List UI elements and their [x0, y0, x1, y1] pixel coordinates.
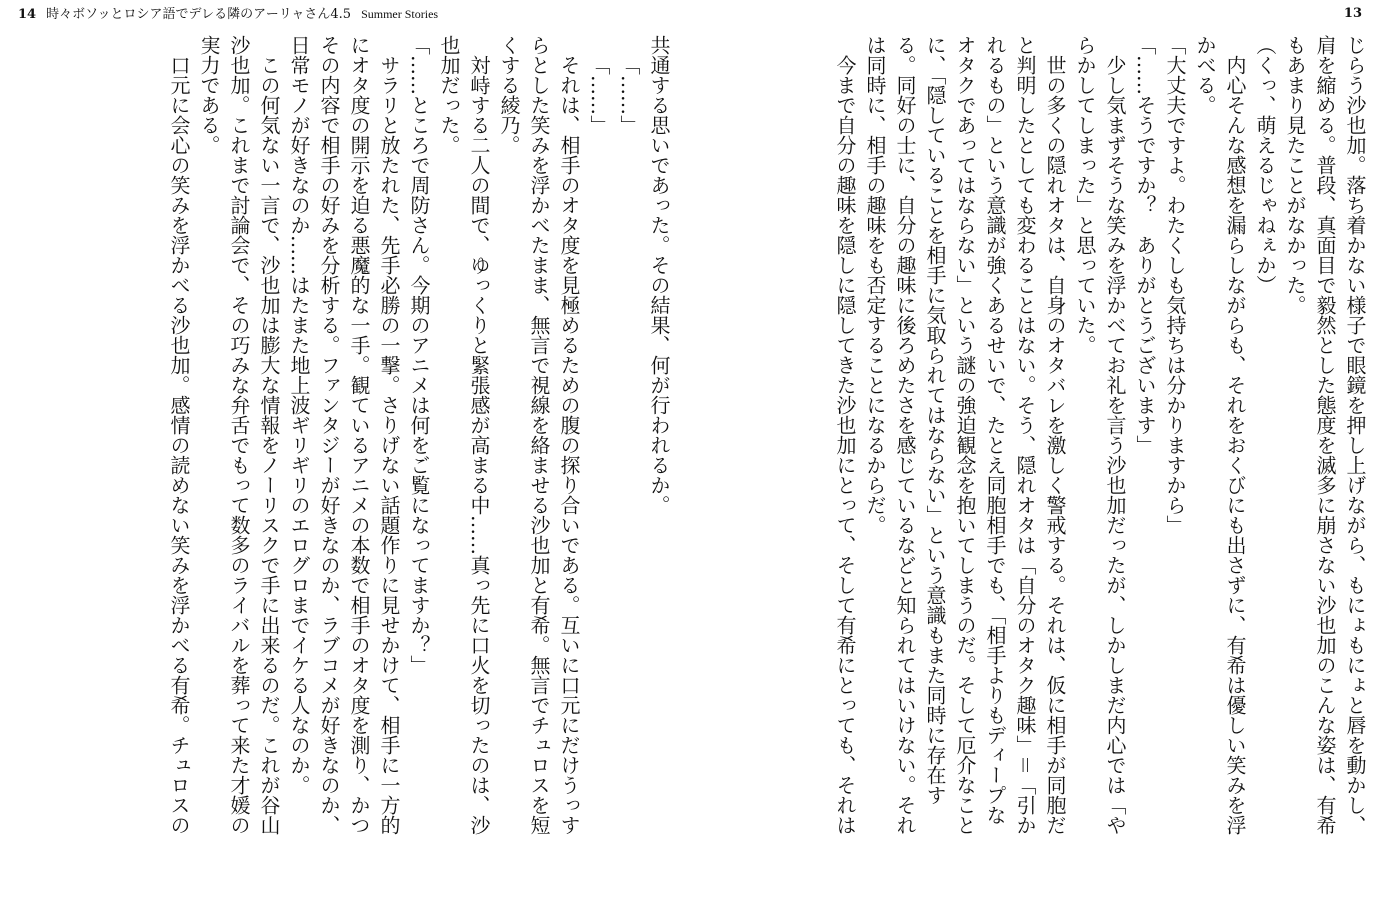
text-line: 「……」	[587, 55, 611, 135]
text-line: それは、相手のオタ度を見極めるための腹の探り合いである。互いに口元にだけうっす	[557, 55, 581, 835]
text-line: 「大丈夫ですよ。わたくしも気持ちは分かりますから」	[1163, 35, 1187, 535]
text-line: 少し気まずそうな笑みを浮かべてお礼を言う沙也加だったが、しかしまだ内心では「や	[1103, 55, 1127, 835]
text-line: と判明したとしても変わることはない。そう、隠れオタは「自分のオタク趣味」＝「引か	[1013, 35, 1037, 835]
text-line: 世の多くの隠れオタは、自身のオタバレを激しく警戒する。それは、仮に相手が同胞だ	[1043, 55, 1067, 835]
text-line: る。同好の士に、自分の趣味に後ろめたさを感じているなどと知られてはいけない。それ	[893, 35, 917, 835]
text-line: 「……そうですか？ ありがとうございます」	[1133, 35, 1157, 455]
text-line: にオタ度の開示を迫る悪魔的な一手。観ているアニメの本数で相手のオタ度を測り、かつ	[347, 35, 371, 835]
page-header-left	[18, 6, 438, 23]
text-line: 也加だった。	[437, 35, 461, 155]
text-line: この何気ない一言で、沙也加は膨大な情報をノーリスクで手に出来るのだ。これが谷山	[257, 55, 281, 835]
text-line: くする綾乃。	[497, 35, 521, 155]
left-page-number: 14	[18, 7, 37, 22]
text-line: 今まで自分の趣味を隠しに隠してきた沙也加にとって、そして有希にとっても、それは	[833, 55, 857, 835]
text-line: かべる。	[1193, 35, 1217, 115]
text-line: その内容で相手の好みを分析する。ファンタジーが好きなのか、ラブコメが好きなのか、	[317, 35, 341, 835]
right-page-body	[708, 35, 1370, 901]
left-page-body	[74, 35, 674, 901]
text-line: オタクであってはならない」という謎の強迫観念を抱いてしまうのだ。そして厄介なこと	[953, 35, 977, 835]
text-line: もあまり見たことがなかった。	[1283, 35, 1307, 315]
text-line: 沙也加。これまで討論会で、その巧みな弁舌でもって数多のライバルを葬って来た才媛の	[227, 35, 251, 835]
text-line: 「……ところで周防さん。今期のアニメは何をご覧になってますか？」	[407, 35, 431, 675]
text-line: れるもの」という意識が強くあるせいで、たとえ同胞相手でも、「相手よりもディープな	[983, 35, 1007, 825]
text-line: サラリと放たれた、先手必勝の一撃。さりげない話題作りに見せかけて、相手に一方的	[377, 55, 401, 835]
text-line: 肩を縮める。普段、真面目で毅然とした態度を滅多に崩さない沙也加のこんな姿は、有希	[1313, 35, 1337, 835]
text-line: らとした笑みを浮かべたまま、無言で視線を絡ませる沙也加と有希。無言でチュロスを短	[527, 35, 551, 835]
text-line: じらう沙也加。落ち着かない様子で眼鏡を押し上げながら、もにょもにょと唇を動かし、	[1343, 35, 1367, 835]
text-line: （くっ、萌えるじゃねぇか）	[1253, 35, 1277, 295]
text-line: 「……」	[617, 55, 641, 135]
text-line: 口元に会心の笑みを浮かべる沙也加。感情の読めない笑みを浮かべる有希。チュロスの	[167, 55, 191, 835]
text-line: 内心そんな感想を漏らしながらも、それをおくびにも出さずに、有希は優しい笑みを浮	[1223, 55, 1247, 835]
book-subtitle: Summer Stories	[361, 7, 439, 21]
right-page-number: 13	[1343, 6, 1362, 21]
text-line: 実力である。	[197, 35, 221, 155]
text-line: に、「隠していることを相手に気取られてはならない」という意識もまた同時に存在す	[923, 35, 947, 805]
book-title: 時々ボソッとロシア語でデレる隣のアーリャさん4.5	[46, 7, 352, 22]
text-line: 日常モノが好きなのか……はたまた地上波ギリギリのエログロまでイケる人なのか。	[287, 35, 311, 795]
text-line: らかしてしまった」と思っていた。	[1073, 35, 1097, 355]
text-line: 対峙する二人の間で、ゆっくりと緊張感が高まる中……真っ先に口火を切ったのは、沙	[467, 55, 491, 835]
text-line: は同時に、相手の趣味をも否定することになるからだ。	[863, 35, 887, 535]
text-line: 共通する思いであった。その結果、何が行われるか。	[647, 35, 671, 515]
